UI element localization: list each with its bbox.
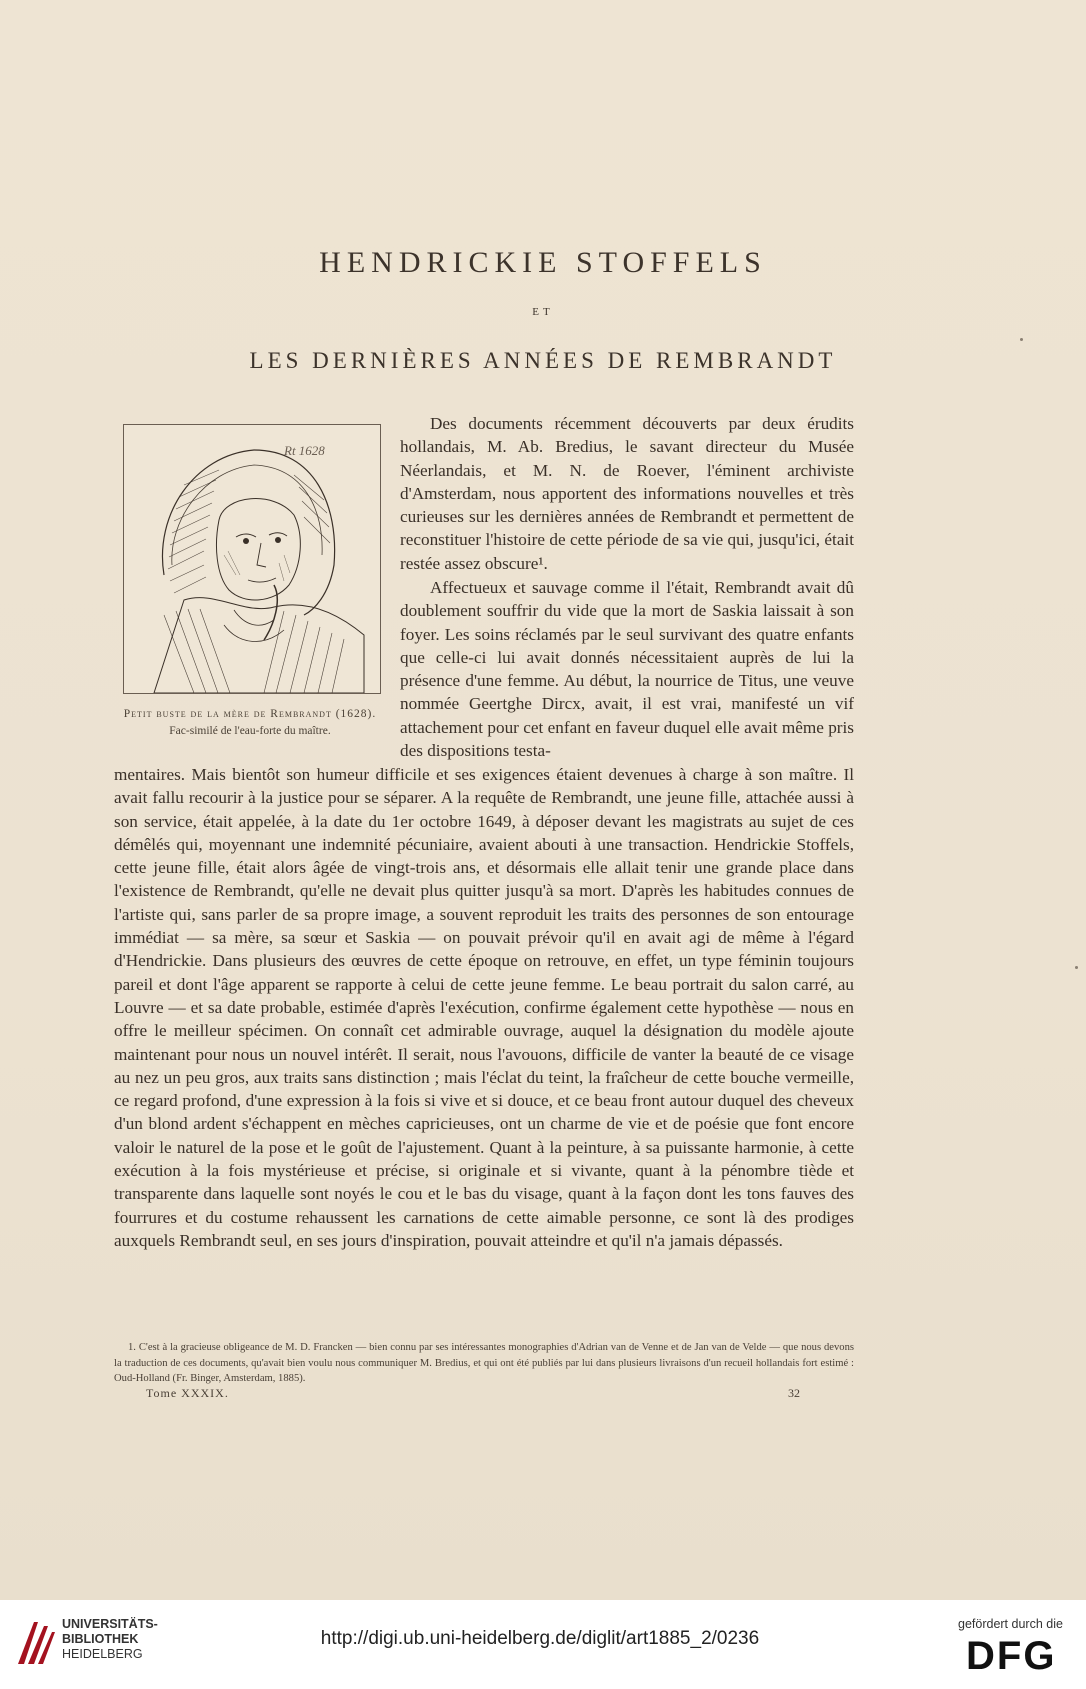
portrait-etching-image (124, 425, 380, 693)
footnote: 1. C'est à la gracieuse obligeance de M. D. Francken — bien connu par ses intéressantes monographies d'Adrian van de Venne et de Jan van de Velde — que nous devons la traduction de ces documents, qu'avait bien voulu nous communiquer M. Bredius, et qui ont été publiés par lui dans plusieurs livraisons d'un recueil hollandais fort estimé : Oud-Holland (Fr. Binger, Amsterdam, 1885). (114, 1342, 854, 1384)
sponsor-label: gefördert durch die (958, 1617, 1063, 1631)
paragraph-1: Des documents récemment découverts par deux érudits hollandais, M. Ab. Bredius, le savant directeur du Musée Néerlandais, et M. N. de Roever, l'éminent archiviste d'Amsterdam, nous apportent des informations nouvelles et très curieuses sur les dernières années de Rembrandt et permettent de reconstituer l'histoire de cette période de sa vie qui, jusqu'ici, était restée assez obscure¹. (400, 414, 854, 573)
caption-title: Petit buste de la mère de Rembrandt (1628). (123, 708, 377, 720)
etching-signature: Rt 1628 (284, 443, 325, 458)
library-name-line: UNIVERSITÄTS- (62, 1617, 158, 1631)
volume-label: Tome XXXIX. (146, 1386, 229, 1400)
etching-illustration (123, 424, 381, 694)
library-name-line: HEIDELBERG (62, 1647, 143, 1661)
library-name[interactable] (62, 1617, 158, 1662)
paper-speck (1075, 966, 1078, 969)
paper-speck (1020, 338, 1023, 341)
permalink-url[interactable]: http://digi.ub.uni-heidelberg.de/diglit/art1885_2/0236 (320, 1628, 760, 1649)
library-logo-icon[interactable] (14, 1618, 56, 1673)
library-name-line: BIBLIOTHEK (62, 1632, 139, 1646)
title-conjunction: ET (532, 306, 554, 318)
page-number: 32 (788, 1386, 800, 1400)
figure-caption (110, 706, 390, 740)
article-title: HENDRICKIE STOFFELS (319, 246, 767, 279)
caption-credit: Fac-similé de l'eau-forte du maître. (169, 725, 331, 737)
dfg-logo[interactable]: DFG (966, 1634, 1057, 1678)
paragraph-2: Affectueux et sauvage comme il l'était, Rembrandt avait dû doublement souffrir du vide que la mort de Saskia laissait à son foyer. Les soins réclamés par le seul survivant des quatre enfants que celle-ci lui avait donnés nécessitaient auprès de lui la présence d'une femme. Au début, la nourrice de Titus, une veuve nommée Geertghe Dircx, avait, il est vrai, manifesté un vif attachement pour cet enfant en faveur duquel elle avait même pris des dispositions testa- (400, 578, 854, 761)
article-subtitle: LES DERNIÈRES ANNÉES DE REMBRANDT (249, 348, 837, 373)
paragraph-3: mentaires. Mais bientôt son humeur difficile et ses exigences étaient devenues à charge à son maître. Il avait fallu recourir à la justice pour se séparer. A la requête de Rembrandt, une jeune fille, attachée aussi à son service, était appelée, à la date du 1er octobre 1649, à déposer devant les magistrats au sujet de ces démêlés qui, moyennant une indemnité pécuniaire, avaient abouti à une transaction. Hendrickie Stoffels, cette jeune fille, était alors âgée de vingt-trois ans, et désormais elle allait tenir une grande place dans l'existence de Rembrandt, qu'elle ne devait plus quitter jusqu'à sa mort. D'après les habitudes connues de l'artiste qui, sans parler de sa propre image, a souvent reproduit les traits des personnes de son entourage immédiat — sa mère, sa sœur et Saskia — on pouvait prévoir qu'il en avait agi de même à l'égard d'Hendrickie. Dans plusieurs des œuvres de cette époque on retrouve, en effet, un type féminin toujours pareil et dont l'âge apparent se rapporte à celui de cette jeune femme. Le beau portrait du salon carré, au Louvre — et sa date probable, estimée d'après l'exécution, confirme également cette hypothèse — nous en offre le meilleur spécimen. On connaît cet admirable ouvrage, auquel la désignation du modèle ajoute maintenant pour nous un nouvel intérêt. Il serait, nous l'avouons, difficile de vanter la beauté de ce visage au nez un peu gros, aux traits sans distinction ; mais l'éclat du teint, la fraîcheur de cette bouche vermeille, ce regard profond, d'une expression à la fois si vive et si douce, et ce beau front autour duquel des cheveux d'un blond ardent s'échappent en mèches capricieuses, ont un charme de vie et de poésie que font encore valoir le naturel de la pose et le goût de l'ajustement. Quant à la peinture, à sa puissante harmonie, à cette exécution à la fois mystérieuse et précise, si originale et si vivante, quant à la pénombre tiède et transparente dans laquelle sont noyés le cou et le bas du visage, quant à la façon dont les tons fauves des fourrures et du costume rehaussent les carnations de cette aimable personne, ce sont là des prodiges auxquels Rembrandt seul, en ses jours d'inspiration, pouvait atteindre et qu'il n'a jamais dépassés. (114, 765, 854, 1250)
